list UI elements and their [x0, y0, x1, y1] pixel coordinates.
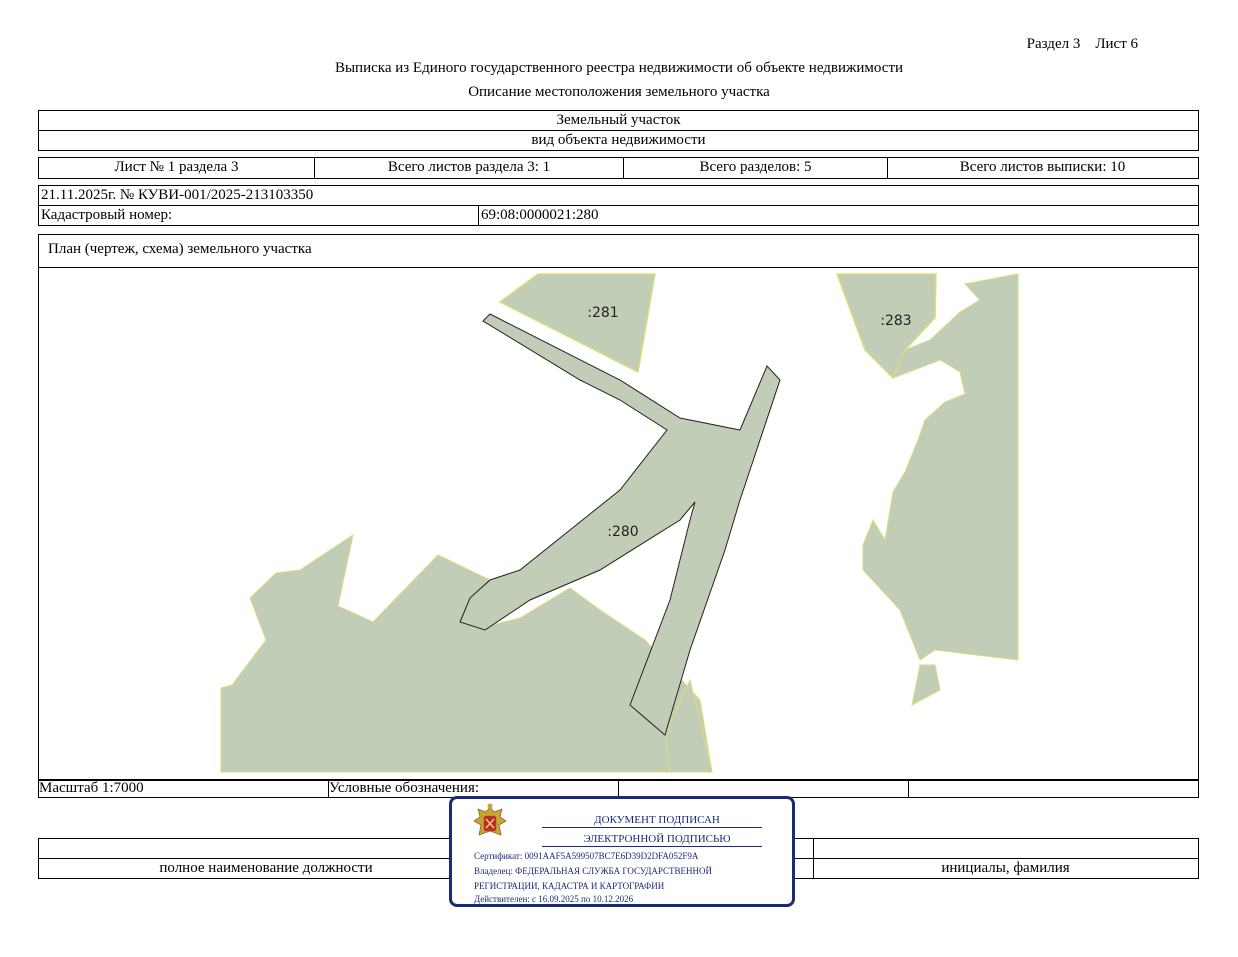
- stamp-divider-2: [542, 846, 762, 847]
- parcel-label-283: :283: [880, 313, 912, 329]
- plan-map: [38, 268, 1199, 780]
- parcel-bg-east-lower: [912, 665, 940, 705]
- stamp-divider-1: [542, 827, 762, 828]
- sheets-row: [38, 157, 1199, 179]
- electronic-signature-stamp: [449, 796, 795, 907]
- cadastral-row: [38, 205, 1199, 226]
- parcel-label-280: :280: [607, 524, 639, 540]
- scale-label: Масштаб 1:7000: [39, 780, 329, 797]
- document-subtitle: Описание местоположения земельного участка: [468, 84, 770, 100]
- cadastral-label: Кадастровый номер:: [39, 206, 479, 225]
- signature-cell-right: [814, 839, 1197, 858]
- sheet-number: Лист № 1 раздела 3: [39, 158, 315, 178]
- name-caption: инициалы, фамилия: [941, 860, 1070, 876]
- document-title: Выписка из Единого государственного реестра недвижимости об объекте недвижимости: [334, 60, 904, 76]
- parcel-label-281: :281: [587, 305, 619, 321]
- legend-cell-empty: [619, 780, 909, 797]
- total-sections: Всего разделов: 5: [624, 158, 888, 178]
- total-sheets-extract: Всего листов выписки: 10: [959, 159, 1126, 175]
- coat-of-arms-icon: [472, 803, 508, 845]
- stamp-certificate: Сертификат: 0091AAF5A599507BC7E6D39D2DFA052F9A: [474, 851, 699, 861]
- stamp-valid: Действителен: с 16.09.2025 по 10.12.2026: [474, 894, 634, 904]
- plan-label: План (чертеж, схема) земельного участка: [48, 241, 312, 257]
- parcel-bg-southwest: [221, 535, 712, 772]
- parcel-281: [500, 274, 655, 372]
- plan-svg: [38, 268, 1199, 780]
- stamp-owner-1: Владелец: ФЕДЕРАЛЬНАЯ СЛУЖБА ГОСУДАРСТВЕННОЙ: [474, 866, 713, 876]
- object-type-caption: вид объекта недвижимости: [38, 130, 1199, 151]
- record-date-number: 21.11.2025г. № КУВИ-001/2025-213103350: [38, 185, 1199, 206]
- stamp-line-2: ЭЛЕКТРОННОЙ ПОДПИСЬЮ: [583, 833, 731, 845]
- legend-label: Условные обозначения:: [329, 780, 619, 797]
- total-sheets-section: Всего листов раздела 3: 1: [315, 158, 624, 178]
- legend-cell-empty-2: [909, 780, 1197, 797]
- section-sheet-label: Раздел 3 Лист 6: [1026, 36, 1138, 52]
- cadastral-value: 69:08:0000021:280: [481, 207, 599, 223]
- stamp-line-1: ДОКУМЕНТ ПОДПИСАН: [594, 814, 720, 826]
- stamp-owner-2: РЕГИСТРАЦИИ, КАДАСТРА И КАРТОГРАФИИ: [474, 881, 665, 891]
- object-type: Земельный участок: [38, 110, 1199, 131]
- position-caption: полное наименование должности: [39, 859, 494, 878]
